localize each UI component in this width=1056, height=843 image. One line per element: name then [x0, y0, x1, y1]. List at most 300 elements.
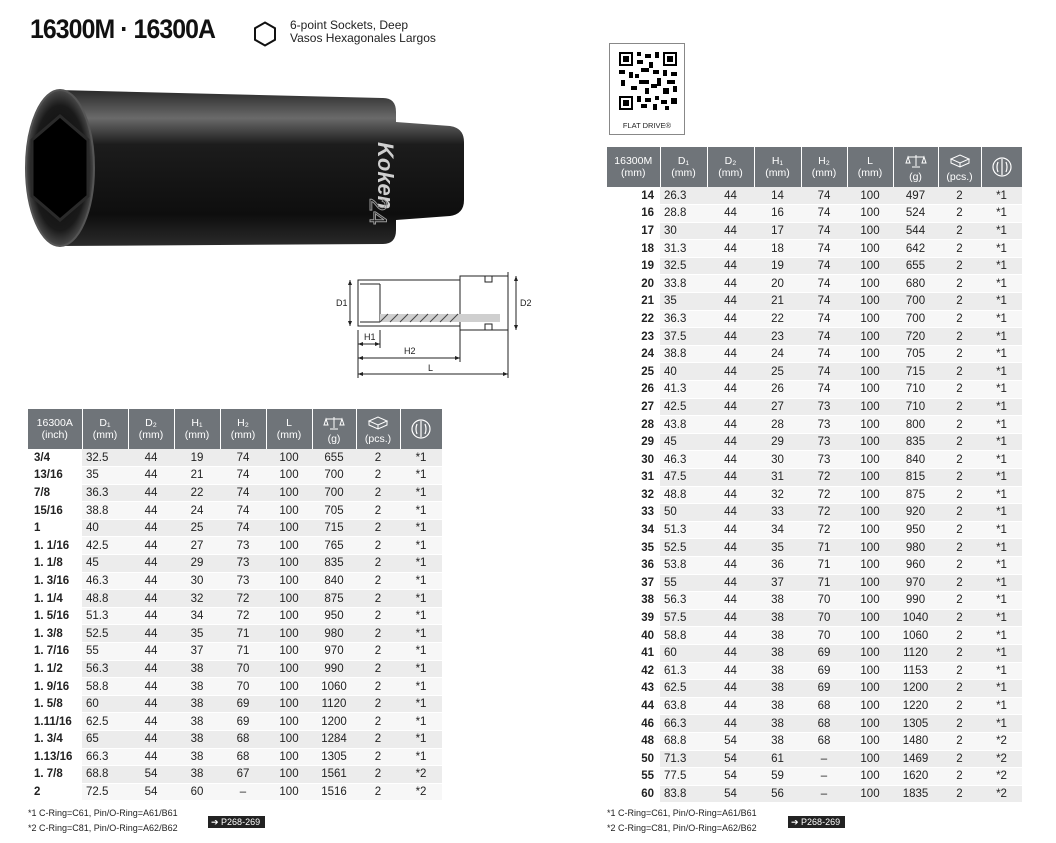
table-row — [607, 785, 1022, 803]
table-row — [607, 486, 1022, 504]
table-cell: 2 — [938, 433, 981, 451]
scale-icon — [895, 154, 937, 171]
table-cell: 990 — [893, 592, 938, 610]
table-cell: 2 — [356, 519, 400, 537]
table-cell: 72 — [801, 486, 847, 504]
table-cell: 920 — [893, 504, 938, 522]
table-cell: *1 — [981, 486, 1022, 504]
table-cell: *1 — [400, 537, 442, 555]
table-cell: 2 — [356, 660, 400, 678]
table-cell: 1220 — [893, 697, 938, 715]
table-cell: 44 — [707, 486, 754, 504]
table-cell: 18 — [754, 240, 801, 258]
size-cell: 40 — [607, 627, 660, 645]
size-cell: 18 — [607, 240, 660, 258]
table-cell: *1 — [981, 398, 1022, 416]
size-cell: 1 — [28, 519, 82, 537]
table-cell: 58.8 — [82, 678, 128, 696]
table-cell: 73 — [801, 451, 847, 469]
table-cell: 36 — [754, 556, 801, 574]
table-cell: *1 — [981, 539, 1022, 557]
table-cell: 44 — [707, 363, 754, 381]
table-cell: 53.8 — [660, 556, 707, 574]
table-cell: 73 — [220, 572, 266, 590]
table-cell: 720 — [893, 328, 938, 346]
metric-size-table — [607, 147, 1022, 803]
table-cell: 44 — [707, 275, 754, 293]
table-row — [607, 644, 1022, 662]
column-header-label: L — [286, 417, 292, 429]
table-row — [28, 766, 442, 784]
table-cell: 1305 — [312, 748, 356, 766]
table-cell: 100 — [847, 732, 893, 750]
table-cell: 2 — [356, 766, 400, 784]
size-cell: 1. 7/8 — [28, 766, 82, 784]
table-cell: 44 — [707, 609, 754, 627]
table-cell: 40 — [660, 363, 707, 381]
table-cell: *1 — [981, 697, 1022, 715]
table-cell: 74 — [801, 328, 847, 346]
dimension-drawing — [330, 268, 560, 383]
table-cell: 45 — [660, 433, 707, 451]
table-cell: 100 — [847, 768, 893, 786]
table-cell: 28 — [754, 416, 801, 434]
table-cell: 1561 — [312, 766, 356, 784]
size-cell: 1. 9/16 — [28, 678, 82, 696]
table-cell: 2 — [356, 748, 400, 766]
size-cell: 1.11/16 — [28, 713, 82, 731]
table-cell: 66.3 — [82, 748, 128, 766]
table-cell: 37 — [754, 574, 801, 592]
column-header-label: D₁ — [99, 417, 111, 429]
column-header-unit: (g) — [327, 432, 341, 445]
size-cell: 1. 7/16 — [28, 643, 82, 661]
table-cell: 48.8 — [82, 590, 128, 608]
table-cell: 100 — [847, 222, 893, 240]
table-cell: 74 — [801, 222, 847, 240]
table-cell: 38.8 — [660, 345, 707, 363]
table-cell: 100 — [847, 451, 893, 469]
table-row — [28, 555, 442, 573]
table-cell: 44 — [707, 257, 754, 275]
footnote-1: *1 C-Ring=C61, Pin/O-Ring=A61/B61 — [28, 808, 178, 818]
column-header — [660, 147, 707, 187]
table-cell: *1 — [400, 572, 442, 590]
table-cell: 100 — [847, 257, 893, 275]
table-cell: 44 — [128, 484, 174, 502]
table-cell: 100 — [847, 697, 893, 715]
size-cell: 26 — [607, 381, 660, 399]
table-cell: 38 — [754, 609, 801, 627]
table-cell: 46.3 — [82, 572, 128, 590]
table-cell: 1480 — [893, 732, 938, 750]
table-cell: 70 — [801, 592, 847, 610]
table-cell: 45 — [82, 555, 128, 573]
table-cell: 2 — [938, 715, 981, 733]
table-cell: 44 — [128, 519, 174, 537]
table-cell: 100 — [847, 345, 893, 363]
table-cell: 74 — [801, 363, 847, 381]
table-cell: 642 — [893, 240, 938, 258]
table-cell: 710 — [893, 381, 938, 399]
table-cell: 2 — [356, 783, 400, 801]
table-cell: 840 — [312, 572, 356, 590]
table-cell: 32.5 — [82, 449, 128, 467]
table-row — [607, 680, 1022, 698]
table-cell: 100 — [847, 574, 893, 592]
column-header-unit: (mm) — [857, 167, 883, 179]
column-header-label: D₁ — [677, 155, 690, 167]
table-cell: 970 — [893, 574, 938, 592]
table-cell: 65 — [82, 731, 128, 749]
table-row — [28, 660, 442, 678]
size-cell: 28 — [607, 416, 660, 434]
column-header — [128, 409, 174, 449]
table-cell: 100 — [266, 695, 312, 713]
column-header — [312, 409, 356, 449]
table-cell: 100 — [266, 713, 312, 731]
table-cell: 44 — [707, 521, 754, 539]
table-row — [607, 328, 1022, 346]
table-cell: 32 — [754, 486, 801, 504]
column-header-unit: (mm) — [621, 167, 646, 179]
table-cell: 100 — [847, 627, 893, 645]
table-cell: 1060 — [893, 627, 938, 645]
page-ref-link-inch[interactable]: ➔ P268-269 — [208, 816, 265, 828]
table-cell: 2 — [938, 451, 981, 469]
table-cell: 2 — [938, 398, 981, 416]
table-cell: *1 — [981, 556, 1022, 574]
column-header — [893, 147, 938, 187]
table-row — [607, 715, 1022, 733]
table-cell: 47.5 — [660, 469, 707, 487]
table-cell: *1 — [981, 627, 1022, 645]
table-cell: 835 — [312, 555, 356, 573]
column-header-unit: (mm) — [92, 429, 118, 441]
table-row — [607, 205, 1022, 223]
table-cell: 980 — [893, 539, 938, 557]
table-cell: 2 — [938, 662, 981, 680]
table-cell: *1 — [400, 625, 442, 643]
table-cell: *1 — [981, 521, 1022, 539]
table-cell: 100 — [847, 433, 893, 451]
table-cell: 44 — [707, 697, 754, 715]
table-cell: 35 — [754, 539, 801, 557]
table-cell: *1 — [981, 715, 1022, 733]
table-cell: 60 — [660, 644, 707, 662]
table-row — [28, 695, 442, 713]
size-cell: 1. 3/4 — [28, 731, 82, 749]
table-cell: *1 — [400, 590, 442, 608]
size-cell: 46 — [607, 715, 660, 733]
size-cell: 33 — [607, 504, 660, 522]
size-cell: 35 — [607, 539, 660, 557]
table-cell: *1 — [981, 293, 1022, 311]
table-cell: 960 — [893, 556, 938, 574]
table-cell: 19 — [174, 449, 220, 467]
table-cell: 990 — [312, 660, 356, 678]
column-header — [607, 147, 660, 187]
column-header-unit: (g) — [909, 170, 922, 183]
table-cell: 700 — [312, 467, 356, 485]
table-row — [607, 275, 1022, 293]
table-cell: 21 — [754, 293, 801, 311]
hexagon-icon — [252, 21, 278, 47]
table-cell: 52.5 — [660, 539, 707, 557]
table-cell: 37 — [174, 643, 220, 661]
column-header-unit: (mm) — [276, 429, 302, 441]
table-cell: 544 — [893, 222, 938, 240]
table-cell: 14 — [754, 187, 801, 205]
table-cell: 72 — [801, 521, 847, 539]
page-ref-link-metric[interactable]: ➔ P268-269 — [788, 816, 845, 828]
table-row — [607, 662, 1022, 680]
inch-size-table — [28, 409, 442, 801]
table-row — [28, 748, 442, 766]
brand-marking: Koken — [373, 142, 398, 210]
qr-code-box — [609, 43, 685, 135]
table-cell: 2 — [938, 768, 981, 786]
table-cell: 51.3 — [660, 521, 707, 539]
table-cell: – — [801, 750, 847, 768]
table-cell: 100 — [847, 310, 893, 328]
table-cell: 74 — [220, 519, 266, 537]
size-cell: 50 — [607, 750, 660, 768]
table-row — [607, 592, 1022, 610]
table-cell: 1120 — [893, 644, 938, 662]
table-cell: 100 — [266, 643, 312, 661]
table-cell: 100 — [847, 275, 893, 293]
table-row — [28, 590, 442, 608]
column-header — [754, 147, 801, 187]
table-cell: 2 — [938, 275, 981, 293]
table-cell: 51.3 — [82, 607, 128, 625]
size-cell: 7/8 — [28, 484, 82, 502]
table-cell: 44 — [707, 644, 754, 662]
table-cell: 25 — [174, 519, 220, 537]
table-cell: 74 — [801, 345, 847, 363]
table-cell: 1200 — [312, 713, 356, 731]
table-cell: *1 — [400, 607, 442, 625]
column-header-label: 16300A — [36, 417, 73, 429]
table-cell: 38 — [174, 766, 220, 784]
table-cell: 44 — [707, 381, 754, 399]
h2-label: H2 — [404, 346, 416, 356]
table-cell: 980 — [312, 625, 356, 643]
table-cell: 100 — [266, 537, 312, 555]
table-cell: 21 — [174, 467, 220, 485]
table-cell: *1 — [981, 416, 1022, 434]
table-cell: 70 — [801, 627, 847, 645]
footnotes-inch — [28, 806, 178, 836]
table-cell: 50 — [660, 504, 707, 522]
table-cell: 44 — [128, 625, 174, 643]
table-cell: 31 — [754, 469, 801, 487]
table-cell: 72 — [801, 469, 847, 487]
size-cell: 1. 3/16 — [28, 572, 82, 590]
table-cell: 700 — [893, 310, 938, 328]
table-cell: 2 — [938, 592, 981, 610]
table-cell: 1284 — [312, 731, 356, 749]
table-cell: 2 — [938, 504, 981, 522]
table-cell: 59 — [754, 768, 801, 786]
column-header-unit: (mm) — [230, 429, 256, 441]
size-cell: 27 — [607, 398, 660, 416]
table-cell: 2 — [356, 695, 400, 713]
table-cell: 36.3 — [660, 310, 707, 328]
table-cell: 100 — [847, 381, 893, 399]
table-cell: 38 — [174, 731, 220, 749]
table-row — [28, 607, 442, 625]
table-cell: 100 — [847, 240, 893, 258]
table-row — [28, 519, 442, 537]
d2-label: D2 — [520, 298, 532, 308]
table-cell: 37.5 — [660, 328, 707, 346]
table-cell: 36.3 — [82, 484, 128, 502]
table-cell: 1305 — [893, 715, 938, 733]
column-header — [847, 147, 893, 187]
column-header-unit: (mm) — [765, 167, 790, 179]
table-cell: 2 — [938, 785, 981, 803]
table-cell: 835 — [893, 433, 938, 451]
table-cell: 710 — [893, 398, 938, 416]
table-row — [607, 697, 1022, 715]
table-cell: 77.5 — [660, 768, 707, 786]
table-cell: 2 — [938, 521, 981, 539]
table-cell: 2 — [938, 697, 981, 715]
table-cell: 24 — [754, 345, 801, 363]
table-cell: 970 — [312, 643, 356, 661]
table-cell: 44 — [707, 627, 754, 645]
table-cell: *2 — [981, 768, 1022, 786]
table-cell: 71.3 — [660, 750, 707, 768]
table-cell: 29 — [174, 555, 220, 573]
table-cell: 44 — [128, 537, 174, 555]
table-cell: 100 — [266, 660, 312, 678]
column-header-label: H₂ — [818, 155, 830, 167]
table-cell: 44 — [707, 504, 754, 522]
table-cell: 74 — [220, 467, 266, 485]
table-cell: *1 — [400, 660, 442, 678]
size-cell: 41 — [607, 644, 660, 662]
table-cell: 74 — [801, 293, 847, 311]
table-cell: 42.5 — [660, 398, 707, 416]
table-cell: 35 — [82, 467, 128, 485]
table-cell: *1 — [981, 240, 1022, 258]
l-label: L — [428, 363, 434, 373]
table-cell: 69 — [801, 662, 847, 680]
table-cell: 655 — [312, 449, 356, 467]
table-cell: 38.8 — [82, 502, 128, 520]
table-cell: 57.5 — [660, 609, 707, 627]
size-cell: 1. 5/8 — [28, 695, 82, 713]
table-cell: 2 — [938, 486, 981, 504]
column-header — [981, 147, 1022, 187]
size-cell: 44 — [607, 697, 660, 715]
table-cell: 2 — [938, 363, 981, 381]
table-cell: 44 — [128, 590, 174, 608]
table-cell: 2 — [356, 555, 400, 573]
table-cell: 26 — [754, 381, 801, 399]
table-cell: 100 — [847, 504, 893, 522]
table-cell: 100 — [266, 467, 312, 485]
table-cell: 74 — [801, 205, 847, 223]
table-cell: 30 — [174, 572, 220, 590]
table-cell: 100 — [266, 766, 312, 784]
column-header — [266, 409, 312, 449]
table-cell: 68 — [220, 748, 266, 766]
column-header-unit: (pcs.) — [946, 170, 973, 183]
table-cell: 2 — [938, 381, 981, 399]
table-cell: 815 — [893, 469, 938, 487]
table-cell: 34 — [754, 521, 801, 539]
table-row — [28, 783, 442, 801]
table-cell: 40 — [82, 519, 128, 537]
table-cell: 71 — [801, 556, 847, 574]
size-cell: 37 — [607, 574, 660, 592]
table-cell: 72.5 — [82, 783, 128, 801]
box-icon — [358, 416, 399, 433]
table-cell: 43.8 — [660, 416, 707, 434]
table-cell: 100 — [847, 592, 893, 610]
size-cell: 39 — [607, 609, 660, 627]
table-cell: 680 — [893, 275, 938, 293]
table-row — [607, 240, 1022, 258]
table-cell: 44 — [707, 293, 754, 311]
ring-pin-icon — [402, 418, 442, 443]
table-cell: 33 — [754, 504, 801, 522]
table-cell: 44 — [128, 555, 174, 573]
table-cell: 69 — [801, 644, 847, 662]
table-cell: 44 — [707, 310, 754, 328]
page-title: 16300M · 16300A — [30, 14, 216, 44]
table-cell: 2 — [356, 590, 400, 608]
table-cell: *2 — [400, 766, 442, 784]
table-cell: 74 — [801, 257, 847, 275]
table-cell: 35 — [660, 293, 707, 311]
column-header-unit: (pcs.) — [364, 432, 392, 445]
table-cell: 100 — [266, 731, 312, 749]
size-cell: 3/4 — [28, 449, 82, 467]
table-cell: 73 — [801, 416, 847, 434]
table-cell: 2 — [938, 222, 981, 240]
table-cell: 56 — [754, 785, 801, 803]
table-cell: 27 — [174, 537, 220, 555]
table-cell: 69 — [220, 713, 266, 731]
table-row — [607, 539, 1022, 557]
size-cell: 21 — [607, 293, 660, 311]
table-cell: 72 — [801, 504, 847, 522]
table-cell: 2 — [356, 607, 400, 625]
size-cell: 14 — [607, 187, 660, 205]
table-cell: *1 — [981, 662, 1022, 680]
table-cell: 100 — [847, 363, 893, 381]
table-row — [607, 574, 1022, 592]
table-cell: 100 — [266, 519, 312, 537]
table-cell: 44 — [707, 222, 754, 240]
size-cell: 32 — [607, 486, 660, 504]
table-cell: 2 — [356, 678, 400, 696]
table-cell: 20 — [754, 275, 801, 293]
table-cell: 74 — [801, 381, 847, 399]
table-row — [607, 451, 1022, 469]
column-header-label: H₁ — [191, 417, 203, 429]
table-cell: *1 — [400, 731, 442, 749]
table-cell: 44 — [128, 713, 174, 731]
table-cell: *1 — [981, 451, 1022, 469]
table-cell: 705 — [893, 345, 938, 363]
page-ref-label: P268-269 — [221, 817, 261, 827]
